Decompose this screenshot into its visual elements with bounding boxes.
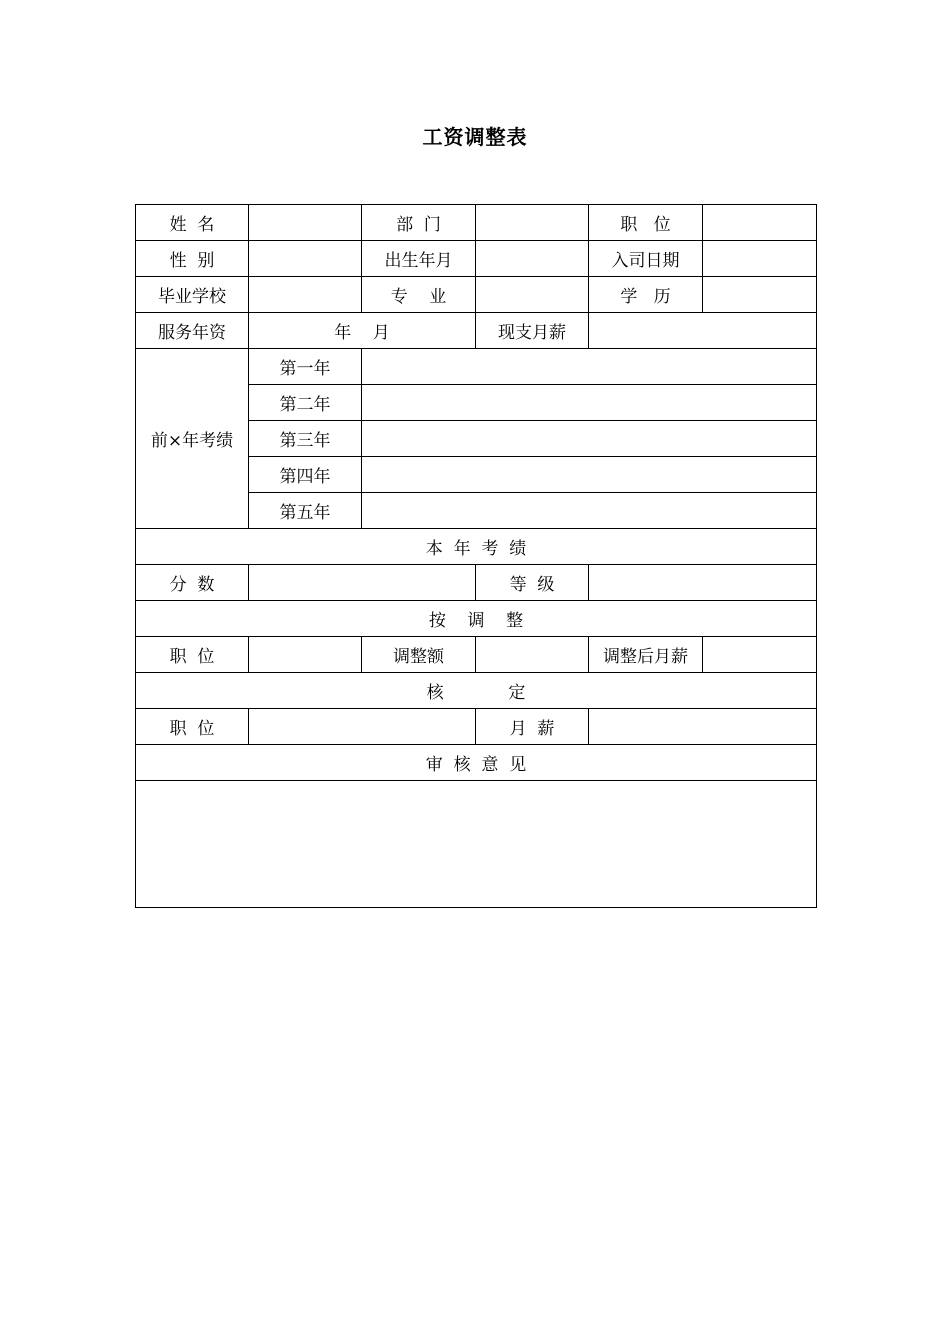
year-1-field[interactable] <box>362 349 817 385</box>
school-label: 毕业学校 <box>136 277 249 313</box>
table-row <box>136 313 817 349</box>
year-1-label: 第一年 <box>249 349 362 385</box>
year-2-label: 第二年 <box>249 385 362 421</box>
year-3-field[interactable] <box>362 421 817 457</box>
service-years-field[interactable]: 年 月 <box>249 313 476 349</box>
name-field[interactable] <box>249 205 362 241</box>
approved-position-field[interactable] <box>249 709 476 745</box>
birth-date-field[interactable] <box>476 241 589 277</box>
hire-date-field[interactable] <box>703 241 817 277</box>
table-row <box>136 781 817 908</box>
education-field[interactable] <box>703 277 817 313</box>
major-field[interactable] <box>476 277 589 313</box>
grade-field[interactable] <box>589 565 817 601</box>
position-field[interactable] <box>703 205 817 241</box>
adjusted-salary-label: 调整后月薪 <box>589 637 703 673</box>
year-2-field[interactable] <box>362 385 817 421</box>
grade-label: 等 级 <box>476 565 589 601</box>
table-row <box>136 565 817 601</box>
adjust-amount-field[interactable] <box>476 637 589 673</box>
adjustment-header: 按 调 整 <box>136 601 817 637</box>
current-salary-label: 现支月薪 <box>476 313 589 349</box>
approved-salary-label: 月 薪 <box>476 709 589 745</box>
table-row <box>136 205 817 241</box>
table-row <box>136 745 817 781</box>
adjust-amount-label: 调整额 <box>362 637 476 673</box>
adjust-position-field[interactable] <box>249 637 362 673</box>
review-comments-field[interactable] <box>136 781 817 908</box>
hire-date-label: 入司日期 <box>589 241 703 277</box>
table-row <box>136 601 817 637</box>
position-label: 职 位 <box>589 205 703 241</box>
table-row <box>136 673 817 709</box>
gender-label: 性 别 <box>136 241 249 277</box>
page-title: 工资调整表 <box>422 125 528 149</box>
table-row <box>136 241 817 277</box>
year-4-label: 第四年 <box>249 457 362 493</box>
table-row <box>136 529 817 565</box>
school-field[interactable] <box>249 277 362 313</box>
current-performance-header: 本 年 考 绩 <box>136 529 817 565</box>
score-label: 分 数 <box>136 565 249 601</box>
education-label: 学 历 <box>589 277 703 313</box>
department-label: 部 门 <box>362 205 476 241</box>
review-header: 审 核 意 见 <box>136 745 817 781</box>
table-row <box>136 349 817 385</box>
name-label: 姓 名 <box>136 205 249 241</box>
table-row <box>136 277 817 313</box>
approved-position-label: 职 位 <box>136 709 249 745</box>
adjusted-salary-field[interactable] <box>703 637 817 673</box>
service-years-label: 服务年资 <box>136 313 249 349</box>
table-row <box>136 637 817 673</box>
major-label: 专 业 <box>362 277 476 313</box>
year-4-field[interactable] <box>362 457 817 493</box>
salary-adjustment-table <box>135 204 817 908</box>
approved-header: 核 定 <box>136 673 817 709</box>
past-performance-label: 前×年考绩 <box>136 349 249 529</box>
year-3-label: 第三年 <box>249 421 362 457</box>
birth-date-label: 出生年月 <box>362 241 476 277</box>
approved-salary-field[interactable] <box>589 709 817 745</box>
gender-field[interactable] <box>249 241 362 277</box>
adjust-position-label: 职 位 <box>136 637 249 673</box>
table-row <box>136 709 817 745</box>
department-field[interactable] <box>476 205 589 241</box>
year-5-field[interactable] <box>362 493 817 529</box>
score-field[interactable] <box>249 565 476 601</box>
year-5-label: 第五年 <box>249 493 362 529</box>
current-salary-field[interactable] <box>589 313 817 349</box>
